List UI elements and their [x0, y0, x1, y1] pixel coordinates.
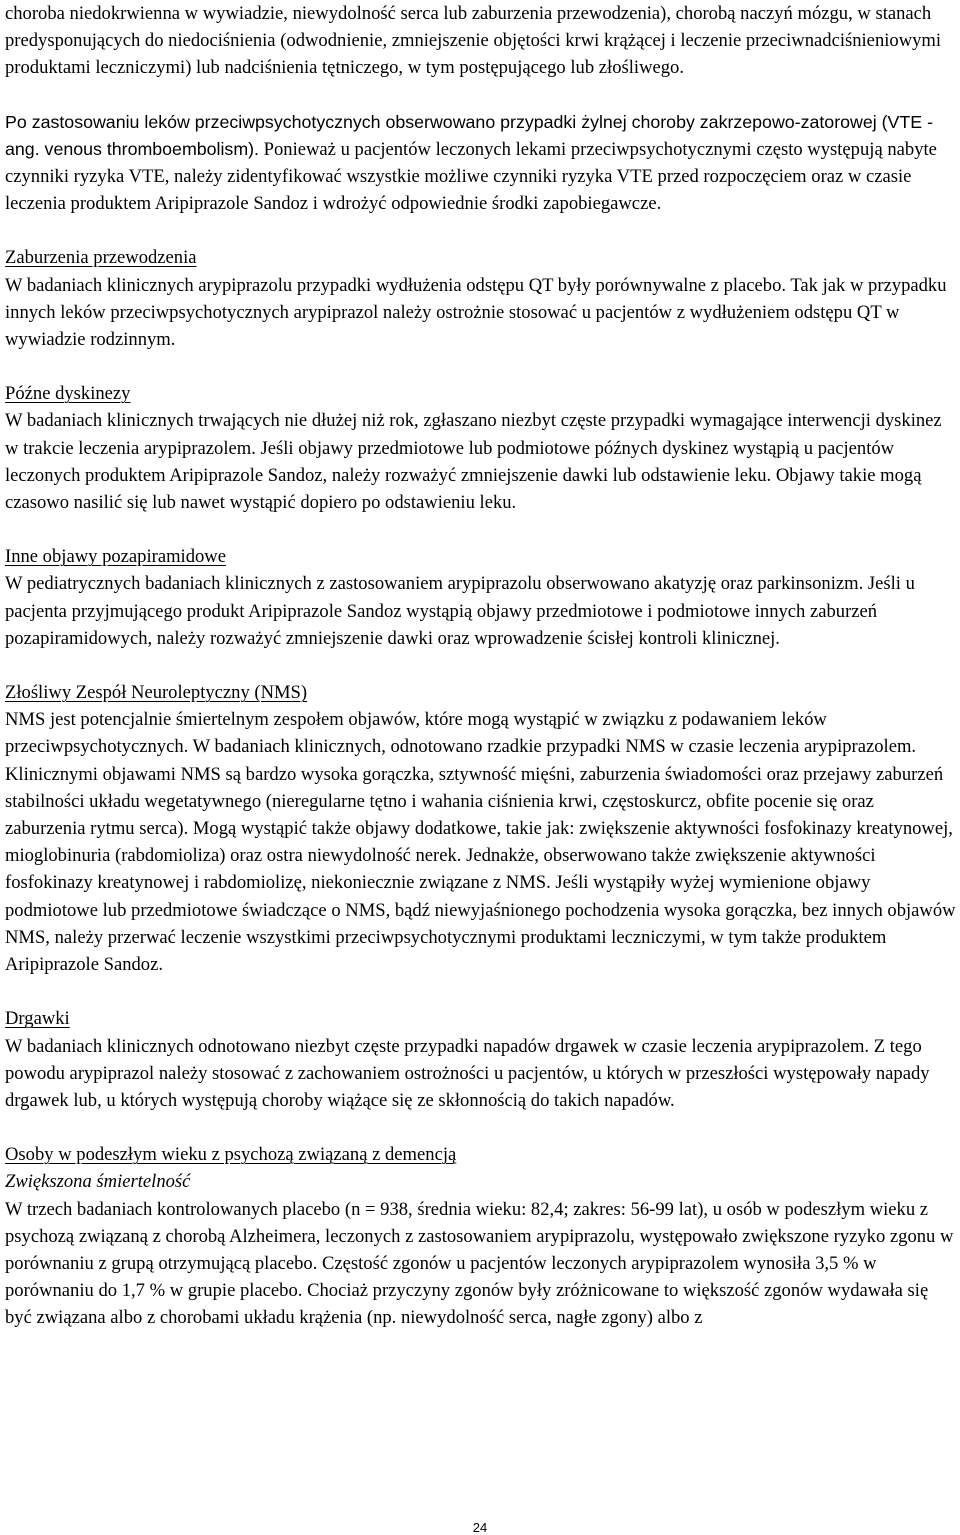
section-body: W pediatrycznych badaniach klinicznych z zastosowaniem arypiprazolu obserwowano akatyzję oraz parkinsonizm. Jeśli u pacjenta przyjmującego produkt Aripiprazole Sandoz wystąpią objawy przedmiotowe i podmiotowe innych zaburzeń pozapiramidowych, należy rozważyć zmniejszenie dawki oraz wprowadzenie ścisłej kontroli klinicznej. [5, 573, 915, 649]
section-heading: Późne dyskinezy [5, 383, 131, 405]
intro-paragraph: choroba niedokrwienna w wywiadzie, niewydolność serca lub zaburzenia przewodzenia), chorobą naczyń mózgu, w stanach predysponujących do niedociśnienia (odwodnienie, zmniejszenie objętości krwi krążącej i leczenie przeciwnadciśnieniowymi produktami leczniczymi) lub nadciśnienia tętniczego, w tym postępującego lub złośliwego. [5, 3, 942, 79]
section-heading: Inne objawy pozapiramidowe [5, 546, 226, 568]
elderly-body: W trzech badaniach kontrolowanych placebo (n = 938, średnia wieku: 82,4; zakres: 56-99 lat), u osób w podeszłym wieku z psychozą związaną z chorobą Alzheimera, leczonych z zastosowaniem arypiprazolu, występowało zwiększone ryzyko zgonu w porównaniu z grupą otrzymującą placebo. Częstość zgonów u pacjentów leczonych arypiprazolem wynosiła 3,5 % w porównaniu do 1,7 % w grupie placebo. Chociaż przyczyny zgonów były zróżnicowane to większość zgonów wydawała się być związana albo z chorobami układu krążenia (np. niewydolność serca, nagłe zgony) albo z [5, 1198, 954, 1329]
vte-paragraph [5, 109, 957, 218]
section-body: W badaniach klinicznych arypiprazolu przypadki wydłużenia odstępu QT były porównywalne z placebo. Tak jak w przypadku innych leków przeciwpsychotycznych arypiprazol należy ostrożnie stosować u pacjentów z wydłużeniem odstępu QT w wywiadzie rodzinnym. [5, 274, 947, 351]
section-heading: Drgawki [5, 1008, 70, 1030]
vte-continuation: Ponieważ u pacjentów leczonych lekami przeciwpsychotycznymi często występują nabyte czynniki ryzyka VTE, należy zidentyfikować wszystkie możliwe czynniki ryzyka VTE przed rozpoczęciem oraz w czasie leczenia produktem Aripiprazole Sandoz i wdrożyć odpowiednie środki zapobiegawcze. [5, 138, 937, 215]
page-number: 24 [472, 1520, 488, 1535]
section-heading: Zaburzenia przewodzenia [5, 247, 197, 269]
section-body: W badaniach klinicznych trwających nie dłużej niż rok, zgłaszano niezbyt częste przypadki wymagające interwencji dyskinez w trakcie leczenia arypiprazolem. Jeśli objawy przedmiotowe lub podmiotowe późnych dyskinez wystąpią u pacjentów leczonych produktem Aripiprazole Sandoz, należy rozważyć zmniejszenie dawki lub odstawienie leku. Objawy takie mogą czasowo nasilić się lub nawet wystąpić dopiero po odstawieniu leku. [5, 410, 942, 514]
section-heading: Złośliwy Zespół Neuroleptyczny (NMS) [5, 682, 308, 704]
section-body: NMS jest potencjalnie śmiertelnym zespołem objawów, które mogą wystąpić w związku z podawaniem leków przeciwpsychotycznych. W badaniach klinicznych, odnotowano rzadkie przypadki NMS w czasie leczenia arypiprazolem. Klinicznymi objawami NMS są bardzo wysoka gorączka, sztywność mięśni, zaburzenia świadomości oraz przejawy zaburzeń stabilności układu wegetatywnego (nieregularne tętno i wahania ciśnienia krwi, częstoskurcz, obfite pocenie się oraz zaburzenia rytmu serca). Mogą wystąpić także objawy dodatkowe, takie jak: zwiększenie aktywności fosfokinazy kreatynowej, mioglobinuria (rabdomioliza) oraz ostra niewydolność nerek. Jednakże, obserwowano także zwiększenie aktywności fosfokinazy kreatynowej i rabdomiolizę, niekoniecznie związane z NMS. Jeśli wystąpiły wyżej wymienione objawy podmiotowe lub przedmiotowe świadczące o NMS, bądź niewyjaśnionego pochodzenia wysoka gorączka, bez innych objawów NMS, należy przerwać leczenie wszystkimi przeciwpsychotycznymi produktami leczniczymi, w tym także produktem Aripiprazole Sandoz. [5, 709, 956, 976]
elderly-heading: Osoby w podeszłym wieku z psychozą związaną z demencją [5, 1144, 457, 1166]
elderly-subheading: Zwiększona śmiertelność [5, 1171, 191, 1193]
document-body [5, 0, 957, 1332]
vte-sentence: Po zastosowaniu leków przeciwpsychotycznych obserwowano przypadki żylnej choroby zakrzepowo-zatorowej (VTE - ang. venous thromboembolism). [5, 111, 933, 159]
section-body: W badaniach klinicznych odnotowano niezbyt częste przypadki napadów drgawek w czasie leczenia arypiprazolem. Z tego powodu arypiprazol należy stosować z zachowaniem ostrożności u pacjentów, u których w przeszłości występowały napady drgawek lub, u których występują choroby wiążące się ze skłonnością do takich napadów. [5, 1035, 930, 1111]
